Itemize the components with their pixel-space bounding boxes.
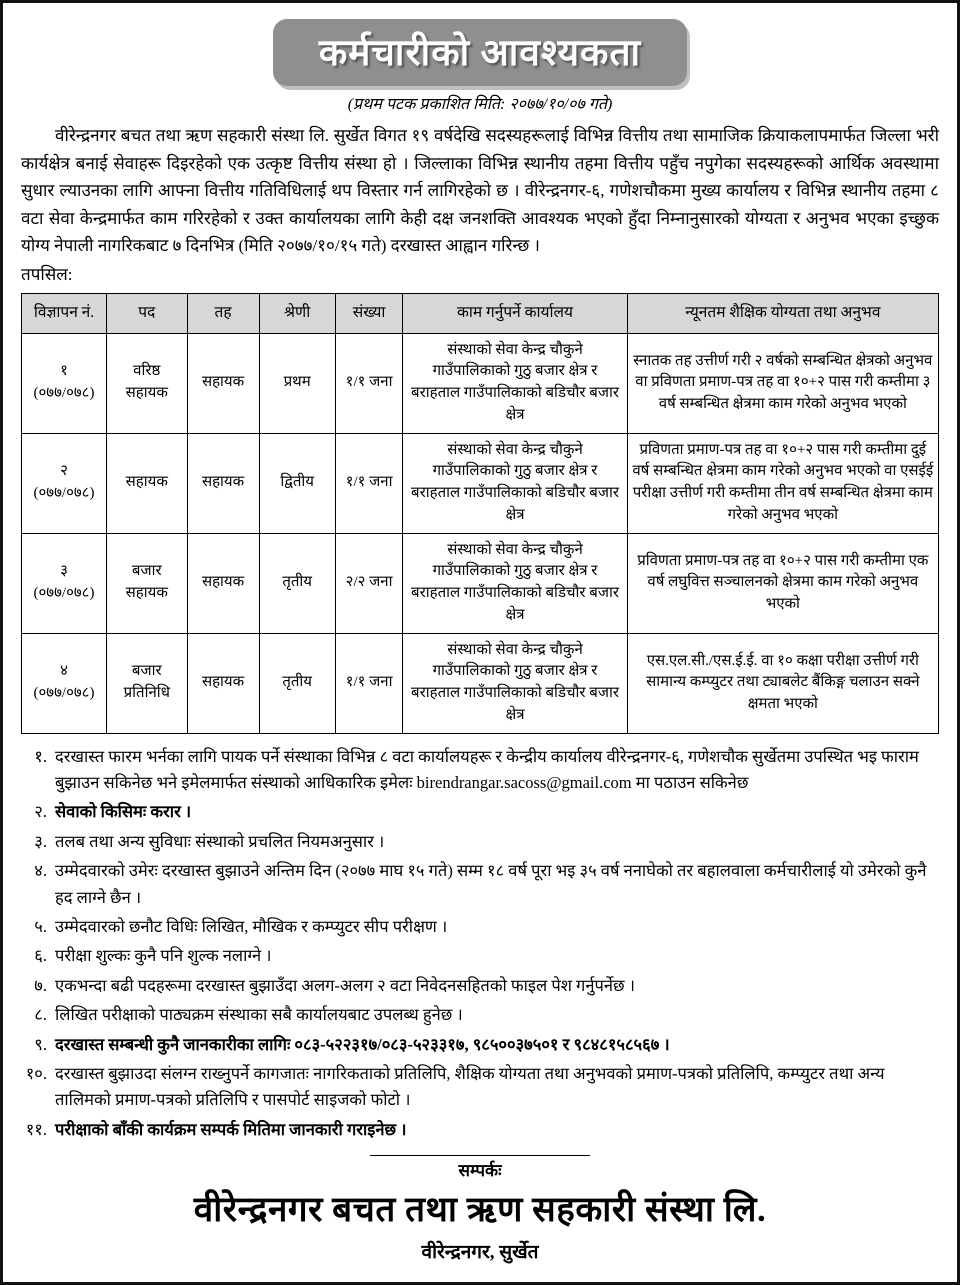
header-banner — [273, 19, 687, 86]
intro-paragraph: वीरेन्द्रनगर बचत तथा ऋण सहकारी संस्था लि. सुर्खेत विगत १९ वर्षदेखि सदस्यहरूलाई विभिन्न वित्तीय तथा सामाजिक क्रियाकलापमार्फत जिल्ला भरी कार्यक्षेत्र बनाई सेवाहरू दिइरहेको एक उत्कृष्ट वित्तीय संस्था हो । जिल्लाका विभिन्न स्थानीय तहमा वित्तीय पहुँच नपुगेका सदस्यहरूको आर्थिक अवस्थामा सुधार ल्याउनका लागि आफ्ना वित्तीय गतिविधिलाई थप विस्तार गर्न लागिरहेको छ । वीरेन्द्रनगर-६, गणेशचौकमा मुख्य कार्यालय र विभिन्न स्थानीय तहमा ८ वटा सेवा केन्द्रमार्फत काम गरिरहेको र उक्त कार्यालयका लागि केही दक्ष जनशक्ति आवश्यक भएको हुँदा निम्नानुसारको योग्यता र अनुभव भएका इच्छुक योग्य नेपाली नागरिकबाट ७ दिनभित्र (मिति २०७७/१०/१५ गते) दरखास्त आह्वान गरिन्छ । — [21, 126, 939, 256]
cell-ad-no — [22, 333, 107, 433]
note-text: परीक्षाको बाँकी कार्यक्रम सम्पर्क मितिमा जानकारी गराइनेछ । — [55, 1119, 407, 1139]
th-count: संख्या — [335, 294, 403, 333]
cell-worksite: संस्थाको सेवा केन्द्र चौकुने गाउँपालिकाको गुठु बजार क्षेत्र र बराहताल गाउँपालिकाको बडिचौर बजार क्षेत्र — [403, 533, 627, 633]
ad-year-value: (०७७/०७८) — [33, 585, 95, 602]
list-item — [21, 744, 939, 797]
note-text: उम्मेदवारको उमेरः दरखास्त बुझाउने अन्तिम दिन (२०७७ माघ १५ गते) सम्म १८ वर्ष पूरा भइ ३५ वर्ष ननाघेको तर बहालवाला कर्मचारीलाई यो उमेरको कुनै हद लाग्ने छैन । — [55, 861, 927, 907]
cell-post: बजार प्रतिनिधि — [106, 633, 187, 733]
cell-grade: द्वितीय — [259, 433, 335, 533]
cell-worksite: संस्थाको सेवा केन्द्र चौकुने गाउँपालिकाको गुठु बजार क्षेत्र र बराहताल गाउँपालिकाको बडिचौर बजार क्षेत्र — [403, 333, 627, 433]
note-index: ३. — [34, 831, 47, 851]
cell-qualification: स्नातक तह उत्तीर्ण गरी २ वर्षको सम्बन्धित क्षेत्रको अनुभव वा प्रविणता प्रमाण-पत्र तह वा १०+२ पास गरी कम्तीमा ३ वर्ष सम्बन्धित क्षेत्रमा काम गरेको अनुभव भएको — [627, 333, 938, 433]
list-item — [21, 1032, 939, 1058]
table-header-row — [22, 294, 939, 333]
ad-no-value: ४ — [60, 663, 68, 680]
header-banner-container — [21, 19, 939, 86]
th-post: पद — [106, 294, 187, 333]
cell-post: सहायक — [106, 433, 187, 533]
organization-name: वीरेन्द्रनगर बचत तथा ऋण सहकारी संस्था लि. — [193, 1190, 767, 1230]
notes-list — [21, 744, 939, 1143]
table-row — [22, 333, 939, 433]
th-worksite: काम गर्नुपर्ने कार्यालय — [403, 294, 627, 333]
cell-count: २/२ जना — [335, 533, 403, 633]
note-text: सेवाको किसिमः करार । — [55, 802, 192, 822]
note-text: लिखित परीक्षाको पाठ्यक्रम संस्थाका सबै कार्यालयबाट उपलब्ध हुनेछ । — [55, 1005, 463, 1025]
ad-year-value: (०७७/०७८) — [33, 685, 95, 702]
cell-ad-no — [22, 433, 107, 533]
note-index: १०. — [25, 1063, 47, 1083]
list-item — [21, 973, 939, 999]
th-level: तह — [187, 294, 259, 333]
th-ad-no: विज्ञापन नं. — [22, 294, 107, 333]
cell-count: १/१ जना — [335, 333, 403, 433]
note-text: एकभन्दा बढी पदहरूमा दरखास्त बुझाउँदा अलग-अलग २ वटा निवेदनसहितको फाइल पेश गर्नुपर्नेछ । — [55, 975, 635, 995]
cell-worksite: संस्थाको सेवा केन्द्र चौकुने गाउँपालिकाको गुठु बजार क्षेत्र र बराहताल गाउँपालिकाको बडिचौर बजार क्षेत्र — [403, 433, 627, 533]
page-title: कर्मचारीको आवश्यकता — [318, 33, 642, 74]
cell-grade: प्रथम — [259, 333, 335, 433]
list-item — [21, 858, 939, 911]
ad-year-value: (०७७/०७८) — [33, 485, 95, 502]
contact-label-text: सम्पर्कः — [458, 1161, 502, 1181]
note-index: ७. — [34, 975, 47, 995]
ad-no-value: १ — [60, 363, 68, 380]
divider — [370, 1155, 590, 1156]
ad-no-value: ३ — [60, 563, 68, 580]
cell-level: सहायक — [187, 333, 259, 433]
note-index: ८. — [34, 1005, 47, 1025]
cell-level: सहायक — [187, 633, 259, 733]
list-item — [21, 1061, 939, 1114]
table-row — [22, 633, 939, 733]
list-item — [21, 829, 939, 855]
organization-place: वीरेन्द्रनगर, सुर्खेत — [421, 1242, 539, 1264]
list-item — [21, 914, 939, 940]
vacancy-table — [21, 293, 939, 733]
table-row — [22, 533, 939, 633]
note-text: दरखास्त फारम भर्नका लागि पायक पर्ने संस्थाका विभिन्न ८ वटा कार्यालयहरू र केन्द्रीय कार्यालय वीरेन्द्रनगर-६, गणेशचौक सुर्खेतमा उपस्थित भइ फाराम बुझाउन सकिनेछ भने इमेलमार्फत संस्थाको आधिकारिक इमेलः birendrangar.sacoss@gmail.com मा पठाउन सकिनेछ — [55, 746, 919, 793]
note-index: ११. — [25, 1119, 47, 1139]
cell-ad-no — [22, 533, 107, 633]
cell-post: बजार सहायक — [106, 533, 187, 633]
th-qualification: न्यूनतम शैक्षिक योग्यता तथा अनुभव — [627, 294, 938, 333]
tapsil-label: तपसिल: — [21, 264, 73, 284]
list-item — [21, 1002, 939, 1028]
list-item — [21, 1117, 939, 1143]
table-row — [22, 433, 939, 533]
cell-count: १/१ जना — [335, 433, 403, 533]
cell-grade: तृतीय — [259, 533, 335, 633]
note-index: ९. — [34, 1034, 47, 1054]
note-index: २. — [34, 802, 47, 822]
note-index: १. — [34, 746, 47, 766]
ad-no-value: २ — [60, 463, 68, 480]
note-text: दरखास्त सम्बन्धी कुनै जानकारीका लागिः ०८३-५२२३१७/०८३-५२३३१७, ९८५००३७५०१ र ९८४८१५८५६७ । — [55, 1034, 670, 1054]
list-item — [21, 799, 939, 825]
th-grade: श्रेणी — [259, 294, 335, 333]
cell-ad-no — [22, 633, 107, 733]
note-text: तलब तथा अन्य सुविधाः संस्थाको प्रचलित नियमअनुसार । — [55, 831, 385, 851]
note-index: ५. — [34, 916, 47, 936]
cell-count: १/१ जना — [335, 633, 403, 733]
cell-qualification: प्रविणता प्रमाण-पत्र तह वा १०+२ पास गरी कम्तीमा एक वर्ष लघुवित्त सञ्चालनको क्षेत्रमा काम गरेको अनुभव भएको — [627, 533, 938, 633]
note-text: उम्मेदवारको छनौट विधिः लिखित, मौखिक र कम्प्युटर सीप परीक्षण । — [55, 916, 448, 936]
cell-worksite: संस्थाको सेवा केन्द्र चौकुने गाउँपालिकाको गुठु बजार क्षेत्र र बराहताल गाउँपालिकाको बडिचौर बजार क्षेत्र — [403, 633, 627, 733]
cell-post: वरिष्ठ सहायक — [106, 333, 187, 433]
note-text: परीक्षा शुल्कः कुनै पनि शुल्क नलाग्ने । — [55, 946, 272, 966]
note-index: ६. — [34, 946, 47, 966]
cell-level: सहायक — [187, 433, 259, 533]
ad-year-value: (०७७/०७८) — [33, 385, 95, 402]
cell-level: सहायक — [187, 533, 259, 633]
publish-date: (प्रथम पटक प्रकाशित मिति: २०७७/१०/०७ गते) — [347, 96, 613, 113]
note-text: दरखास्त बुझाउदा संलग्न राख्नुपर्ने कागजातः नागरिकताको प्रतिलिपि, शैक्षिक योग्यता तथा अनुभवको प्रमाण-पत्रको प्रतिलिपि, कम्प्युटर तथा अन्य तालिमको प्रमाण-पत्रको प्रतिलिपि र पासपोर्ट साइजको फोटो । — [55, 1063, 885, 1110]
cell-grade: तृतीय — [259, 633, 335, 733]
cell-qualification: प्रविणता प्रमाण-पत्र तह वा १०+२ पास गरी कम्तीमा दुई वर्ष सम्बन्धित क्षेत्रमा काम गरेको अनुभव भएको वा एसईई परीक्षा उत्तीर्ण गरी कम्तीमा तीन वर्ष सम्बन्धित क्षेत्रमा काम गरेको अनुभव भएको — [627, 433, 938, 533]
contact-label — [21, 1155, 939, 1181]
note-index: ४. — [34, 861, 47, 881]
list-item — [21, 943, 939, 969]
cell-qualification: एस.एल.सी./एस.ई.ई. वा १० कक्षा परीक्षा उत्तीर्ण गरी सामान्य कम्प्युटर तथा ट्याबलेट बैंकिङ्ग चलाउन सक्ने क्षमता भएको — [627, 633, 938, 733]
